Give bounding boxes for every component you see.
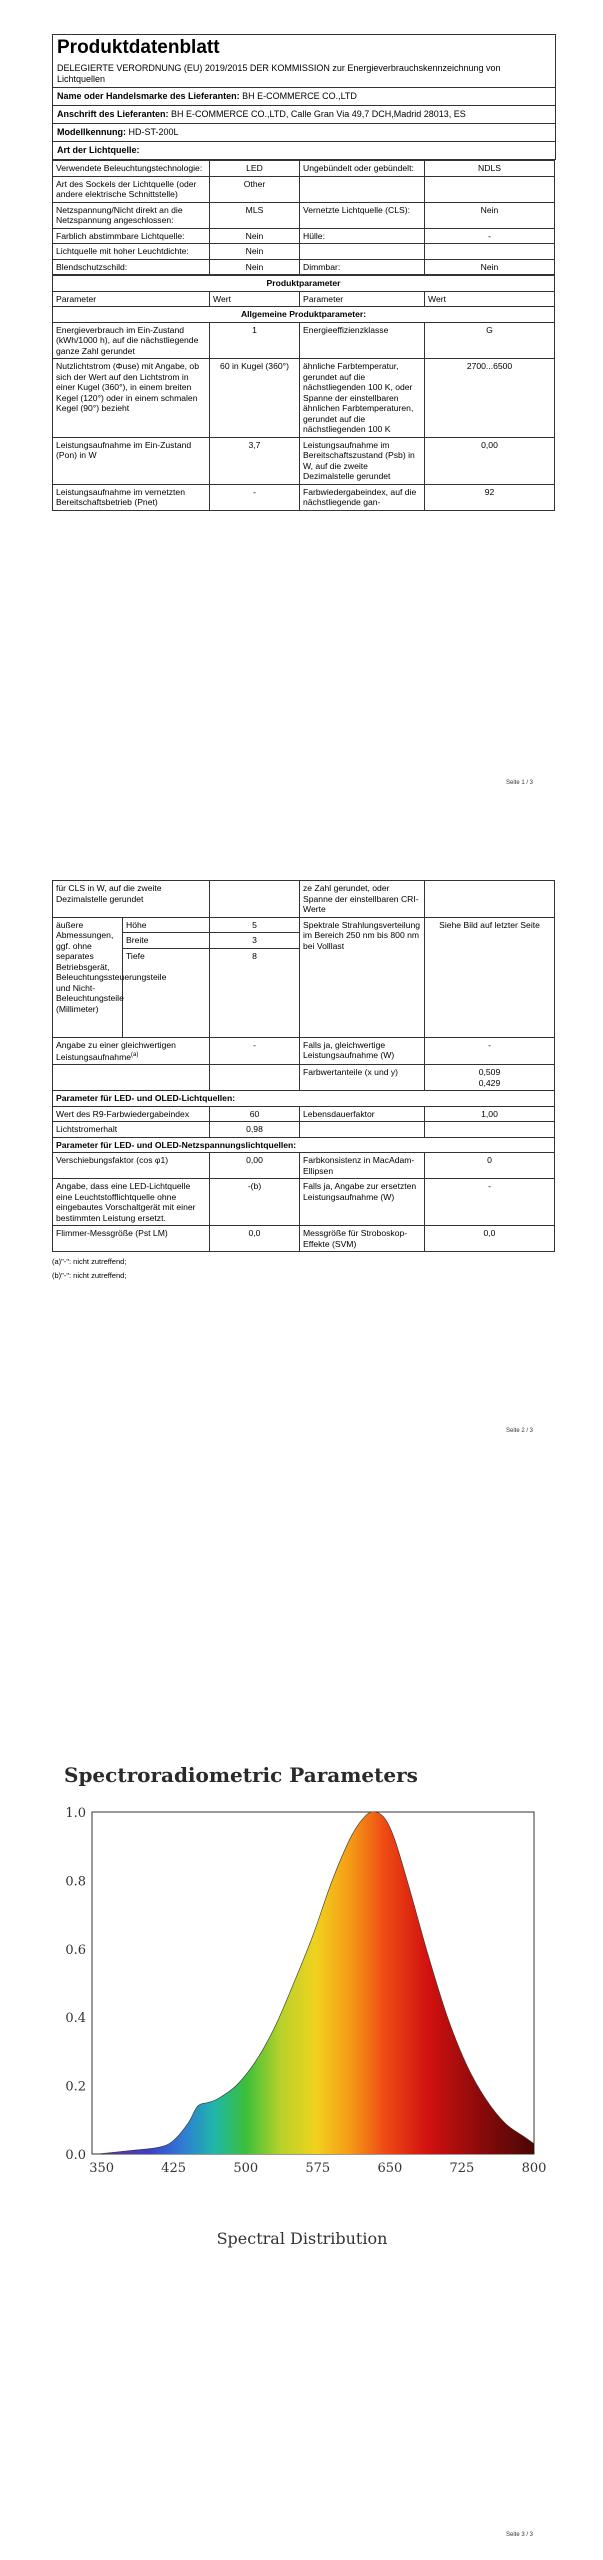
led-row — [53, 1122, 555, 1138]
spectral-value: Siehe Bild auf letzter Seite — [425, 917, 555, 1037]
parameter-label: Energieverbrauch im Ein-Zustand (kWh/1000 h), auf die nächstliegende ganze Zahl gerundet — [53, 322, 210, 359]
parameter-value: Other — [210, 176, 300, 202]
parameter-label: Messgröße für Stroboskop-Effekte (SVM) — [300, 1226, 425, 1252]
page-number: Seite 2 / 3 — [506, 1428, 534, 1434]
parameter-value: 92 — [425, 484, 555, 510]
x-axis-label: Spectral Distribution — [216, 2229, 388, 2248]
footnote-ref: (a) — [131, 1052, 139, 1058]
parameter-label: Angabe, dass eine LED-Lichtquelle eine Leuchtstofflichtquelle ohne eingebautes Vorschaltgerät mit einer bestimmten Leistung ersetzt. — [53, 1179, 210, 1226]
parameter-label: Energieeffizienzklasse — [300, 322, 425, 359]
supplier-name-row — [52, 88, 556, 106]
parameter-value: LED — [210, 161, 300, 177]
page-title: Produktdatenblatt — [52, 34, 556, 61]
parameter-label: Verwendete Beleuchtungstechnologie: — [53, 161, 210, 177]
parameter-value: 0,98 — [210, 1122, 300, 1138]
param-row — [53, 437, 555, 484]
y-tick-label: 0.0 — [65, 2148, 86, 2163]
y-tick-label: 0.4 — [65, 2011, 86, 2027]
supplier-address-row — [52, 106, 556, 124]
table-cell: ze Zahl gerundet, oder Spanne der einstellbaren CRI-Werte — [300, 881, 425, 918]
model-value: HD-ST-200L — [128, 127, 179, 137]
parameter-label: Art des Sockels der Lichtquelle (oder andere elektrische Schnittstelle) — [53, 176, 210, 202]
parameter-label: Leistungsaufnahme im vernetzten Bereitschaftsbetrieb (Pnet) — [53, 484, 210, 510]
parameter-label: Netzspannung/Nicht direkt an die Netzspannung angeschlossen: — [53, 202, 210, 228]
mains-row — [53, 1179, 555, 1226]
parameter-label: Leistungsaufnahme im Ein-Zustand (Pon) in W — [53, 437, 210, 484]
parameter-value: Nein — [210, 244, 300, 260]
param-row — [53, 359, 555, 438]
parameter-value: - — [425, 228, 555, 244]
spectral-chart — [52, 1752, 552, 2252]
parameter-label: Wert des R9-Farbwiedergabeindex — [53, 1106, 210, 1122]
parameter-label: Dimmbar: — [300, 259, 425, 275]
parameter-label: Farbwiedergabeindex, auf die nächstliegende gan- — [300, 484, 425, 510]
parameter-value: G — [425, 322, 555, 359]
type-row — [53, 176, 555, 202]
page-number: Seite 3 / 3 — [506, 2532, 534, 2538]
chroma-x: 0,509 — [478, 1067, 501, 1078]
footnote-a: (a)"-": nicht zutreffend; — [52, 1257, 127, 1267]
led-section-title: Parameter für LED- und OLED-Lichtquellen: — [53, 1091, 555, 1107]
dim-label: Breite — [123, 933, 210, 949]
model-label: Modellkennung: — [57, 127, 126, 137]
y-tick-label: 0.8 — [65, 1874, 86, 1890]
parameter-label — [300, 244, 425, 260]
x-tick-label: 650 — [377, 2161, 403, 2176]
parameter-label: Farbkonsistenz in MacAdam-Ellipsen — [300, 1153, 425, 1179]
parameter-value: Nein — [210, 228, 300, 244]
header-value: Wert — [425, 291, 555, 307]
mains-row — [53, 1226, 555, 1252]
supplier-address-label: Anschrift des Lieferanten: — [57, 109, 169, 119]
parameter-value: 0,00 — [210, 1153, 300, 1179]
parameter-label: Hülle: — [300, 228, 425, 244]
equivalent-power-right-value: - — [425, 1037, 555, 1065]
equivalent-power-value: - — [210, 1037, 300, 1065]
datasheet-page-2 — [52, 880, 554, 1283]
chart-title: Spectroradiometric Parameters — [64, 1763, 418, 1787]
section-title: Produktparameter — [53, 276, 555, 292]
parameter-value — [425, 244, 555, 260]
datasheet-page-1 — [52, 34, 554, 511]
x-tick-label: 575 — [305, 2161, 331, 2176]
dim-label: Höhe — [123, 917, 210, 933]
parameter-value: 0,00 — [425, 437, 555, 484]
parameter-label: Vernetzte Lichtquelle (CLS): — [300, 202, 425, 228]
chromaticity-label: Farbwertanteile (x und y) — [300, 1065, 425, 1091]
mains-row — [53, 1153, 555, 1179]
supplier-name-label: Name oder Handelsmarke des Lieferanten: — [57, 91, 240, 101]
table-cell: für CLS in W, auf die zweite Dezimalstelle gerundet — [53, 881, 210, 918]
parameter-label: Flimmer-Messgröße (Pst LM) — [53, 1226, 210, 1252]
parameter-value: - — [425, 1179, 555, 1226]
parameter-value: NDLS — [425, 161, 555, 177]
parameter-label: Ungebündelt oder gebündelt: — [300, 161, 425, 177]
chroma-y: 0,429 — [478, 1077, 501, 1088]
header-value: Wert — [210, 291, 300, 307]
parameter-value: 1 — [210, 322, 300, 359]
parameter-value: 2700...6500 — [425, 359, 555, 438]
supplier-address: BH E-COMMERCE CO.,LTD, Calle Gran Via 49,7 DCH,Madrid 28013, ES — [171, 109, 466, 119]
parameter-value: Nein — [210, 259, 300, 275]
param-row — [53, 484, 555, 510]
parameter-label — [300, 1122, 425, 1138]
page-2 — [0, 880, 603, 1680]
parameter-value — [425, 176, 555, 202]
product-parameters-continued-table — [52, 880, 555, 1252]
type-row — [53, 259, 555, 275]
parameter-value: Nein — [425, 202, 555, 228]
dim-label: Tiefe — [123, 948, 210, 1037]
parameter-label: Lebensdauerfaktor — [300, 1106, 425, 1122]
mains-section-title: Parameter für LED- und OLED-Netzspannungslichtquellen: — [53, 1137, 555, 1153]
x-tick-label: 425 — [161, 2161, 187, 2176]
chromaticity-value — [425, 1065, 555, 1091]
header-parameter: Parameter — [300, 291, 425, 307]
parameter-label: Lichtquelle mit hoher Leuchtdichte: — [53, 244, 210, 260]
spectrum-area — [97, 1812, 534, 2154]
footnote-b: (b)"-": nicht zutreffend; — [52, 1271, 127, 1281]
parameter-label: Lichtstromerhalt — [53, 1122, 210, 1138]
parameter-label — [300, 176, 425, 202]
parameter-value: 0 — [425, 1153, 555, 1179]
parameter-value — [425, 1122, 555, 1138]
y-tick-label: 0.2 — [65, 2079, 86, 2095]
parameter-value: 1,00 — [425, 1106, 555, 1122]
param-row — [53, 322, 555, 359]
intro-text: DELEGIERTE VERORDNUNG (EU) 2019/2015 DER KOMMISSION zur Energieverbrauchskennzeichnung von Lichtquellen — [52, 61, 556, 88]
parameter-label: Nutzlichtstrom (Φuse) mit Angabe, ob sich der Wert auf den Lichtstrom in einer Kugel (360°), in einem breiten Kegel (120°) oder in einem schmalen Kegel (90°) bezieht — [53, 359, 210, 438]
parameter-label: ähnliche Farbtemperatur, gerundet auf die nächstliegenden 100 K, oder Spanne der einstellbaren ähnlichen Farbtemperaturen, gerundet auf die nächstliegenden 100 K — [300, 359, 425, 438]
equivalent-power-right-label: Falls ja, gleichwertige Leistungsaufnahme (W) — [300, 1037, 425, 1065]
type-row — [53, 228, 555, 244]
led-row — [53, 1106, 555, 1122]
supplier-name: BH E-COMMERCE CO.,LTD — [242, 91, 357, 101]
parameter-value: Nein — [425, 259, 555, 275]
parameter-value: 0,0 — [210, 1226, 300, 1252]
light-source-type-table — [52, 160, 555, 275]
footnotes — [52, 1255, 554, 1283]
x-tick-label: 725 — [449, 2161, 475, 2176]
parameter-value: 60 — [210, 1106, 300, 1122]
dim-value: 5 — [210, 917, 300, 933]
parameter-value: 60 in Kugel (360°) — [210, 359, 300, 438]
x-tick-label: 800 — [521, 2161, 547, 2176]
type-label: Art der Lichtquelle: — [57, 145, 140, 155]
general-params-title: Allgemeine Produktparameter: — [53, 307, 555, 323]
y-tick-label: 1.0 — [65, 1806, 86, 1821]
type-row — [53, 161, 555, 177]
parameter-label: Verschiebungsfaktor (cos φ1) — [53, 1153, 210, 1179]
x-tick-label: 350 — [89, 2161, 115, 2176]
equiv-label-text: Angabe zu einer gleichwertigen Leistungsaufnahme — [56, 1039, 176, 1062]
product-parameters-table — [52, 275, 555, 511]
x-tick-label: 500 — [233, 2161, 259, 2176]
equivalent-power-label — [53, 1037, 210, 1065]
page-number: Seite 1 / 3 — [506, 780, 534, 786]
parameter-label: Blendschutzschild: — [53, 259, 210, 275]
spectral-chart-svg — [52, 1752, 552, 2252]
type-row — [53, 202, 555, 228]
model-row — [52, 124, 556, 142]
parameter-value: 0,0 — [425, 1226, 555, 1252]
dim-value: 8 — [210, 948, 300, 1037]
parameter-value: - — [210, 484, 300, 510]
parameter-value: -(b) — [210, 1179, 300, 1226]
dim-value: 3 — [210, 933, 300, 949]
parameter-label: Farblich abstimmbare Lichtquelle: — [53, 228, 210, 244]
type-row — [53, 244, 555, 260]
type-row — [52, 142, 556, 160]
parameter-label: Leistungsaufnahme im Bereitschaftszustand (Psb) in W, auf die zweite Dezimalstelle gerundet — [300, 437, 425, 484]
parameter-value: 3,7 — [210, 437, 300, 484]
spectral-label: Spektrale Strahlungsverteilung im Bereich 250 nm bis 800 nm bei Volllast — [300, 917, 425, 1037]
parameter-label: Falls ja, Angabe zur ersetzten Leistungsaufnahme (W) — [300, 1179, 425, 1226]
y-tick-label: 0.6 — [65, 1942, 86, 1958]
page-1 — [0, 0, 603, 830]
header-parameter: Parameter — [53, 291, 210, 307]
parameter-value: MLS — [210, 202, 300, 228]
dimensions-label: äußere Abmessungen, ggf. ohne separates Betriebsgerät, Beleuchtungssteuerungsteile und Nicht-Beleuchtungsteile (Millimeter) — [53, 917, 123, 1037]
